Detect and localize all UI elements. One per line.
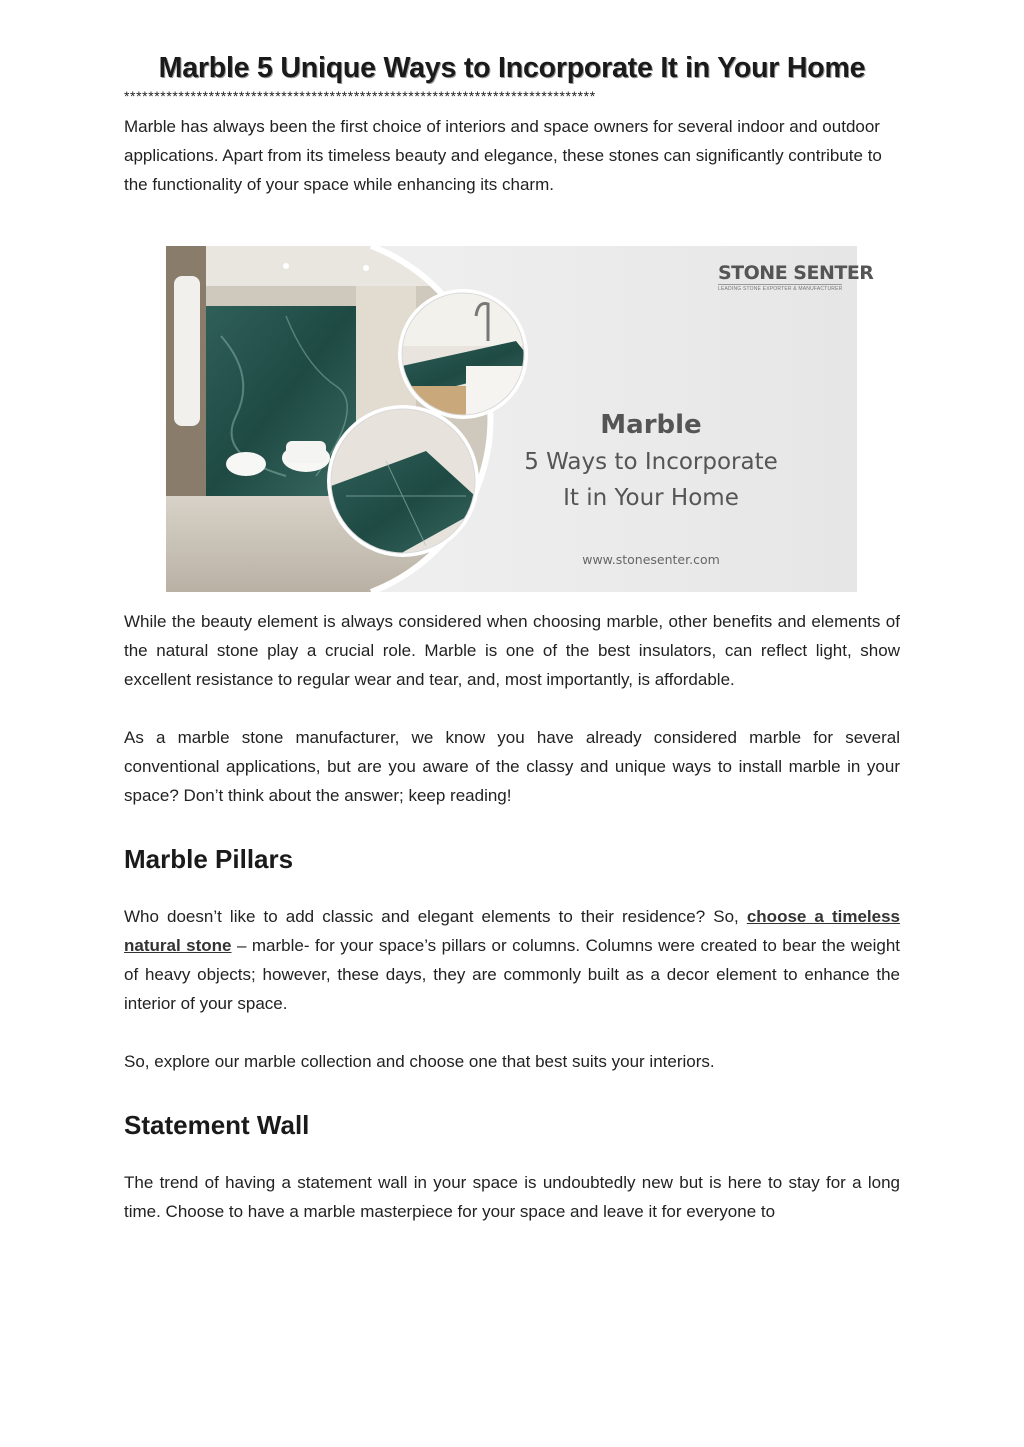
- intro-paragraph: Marble has always been the first choice of interiors and space owners for several indoor and outdoor applications. Apart from its timeless beauty and elegance, these stones can significantly contribute to the functionality of your space while enhancing its charm.: [124, 117, 882, 194]
- banner-image: [166, 246, 874, 592]
- banner-text: [496, 410, 806, 516]
- banner-url: www.stonesenter.com: [582, 552, 720, 567]
- logo-tagline: LEADING STONE EXPORTER & MANUFACTURER: [718, 286, 843, 292]
- section-heading-statement-wall: Statement Wall: [124, 1110, 310, 1140]
- body-paragraph-2: As a marble stone manufacturer, we know you have already considered marble for several conventional applications, but are you aware of the classy and unique ways to install marble in your space? Don’t think about the answer; keep reading!: [124, 728, 900, 805]
- body-paragraph-1: While the beauty element is always considered when choosing marble, other benefits and elements of the natural stone play a crucial role. Marble is one of the best insulators, can reflect light, show excellent resistance to regular wear and tear, and, most importantly, is affordable.: [124, 612, 900, 689]
- marble-pillars-paragraph: [124, 902, 900, 1018]
- logo-text: STONE SENTER: [718, 262, 874, 284]
- banner-subheading-line1: 5 Ways to Incorporate: [524, 449, 778, 475]
- statement-wall-paragraph: The trend of having a statement wall in your space is undoubtedly new but is here to stay for a long time. Choose to have a marble masterpiece for your space and leave it for everyone to: [124, 1173, 900, 1221]
- pillars-text-start: Who doesn’t like to add classic and elegant elements to their residence? So,: [124, 907, 747, 926]
- brand-logo: [718, 262, 874, 292]
- banner-subheading-line2: It in Your Home: [563, 485, 739, 511]
- banner-heading: Marble: [600, 410, 702, 440]
- pillars-text-end: – marble- for your space’s pillars or columns. Columns were created to bear the weight of heavy objects; however, these days, they are commonly built as a decor element to enhance the interior of your space.: [124, 936, 900, 1013]
- section-heading-marble-pillars: Marble Pillars: [124, 844, 294, 874]
- timeless-stone-link[interactable]: choose a timeless natural stone: [124, 907, 901, 955]
- document-page: [124, 52, 900, 1226]
- document-title: Marble 5 Unique Ways to Incorporate It in Your Home: [158, 52, 866, 84]
- marble-collection-paragraph: So, explore our marble collection and choose one that best suits your interiors.: [124, 1052, 715, 1071]
- separator-line: ******************************************************************************: [124, 88, 596, 104]
